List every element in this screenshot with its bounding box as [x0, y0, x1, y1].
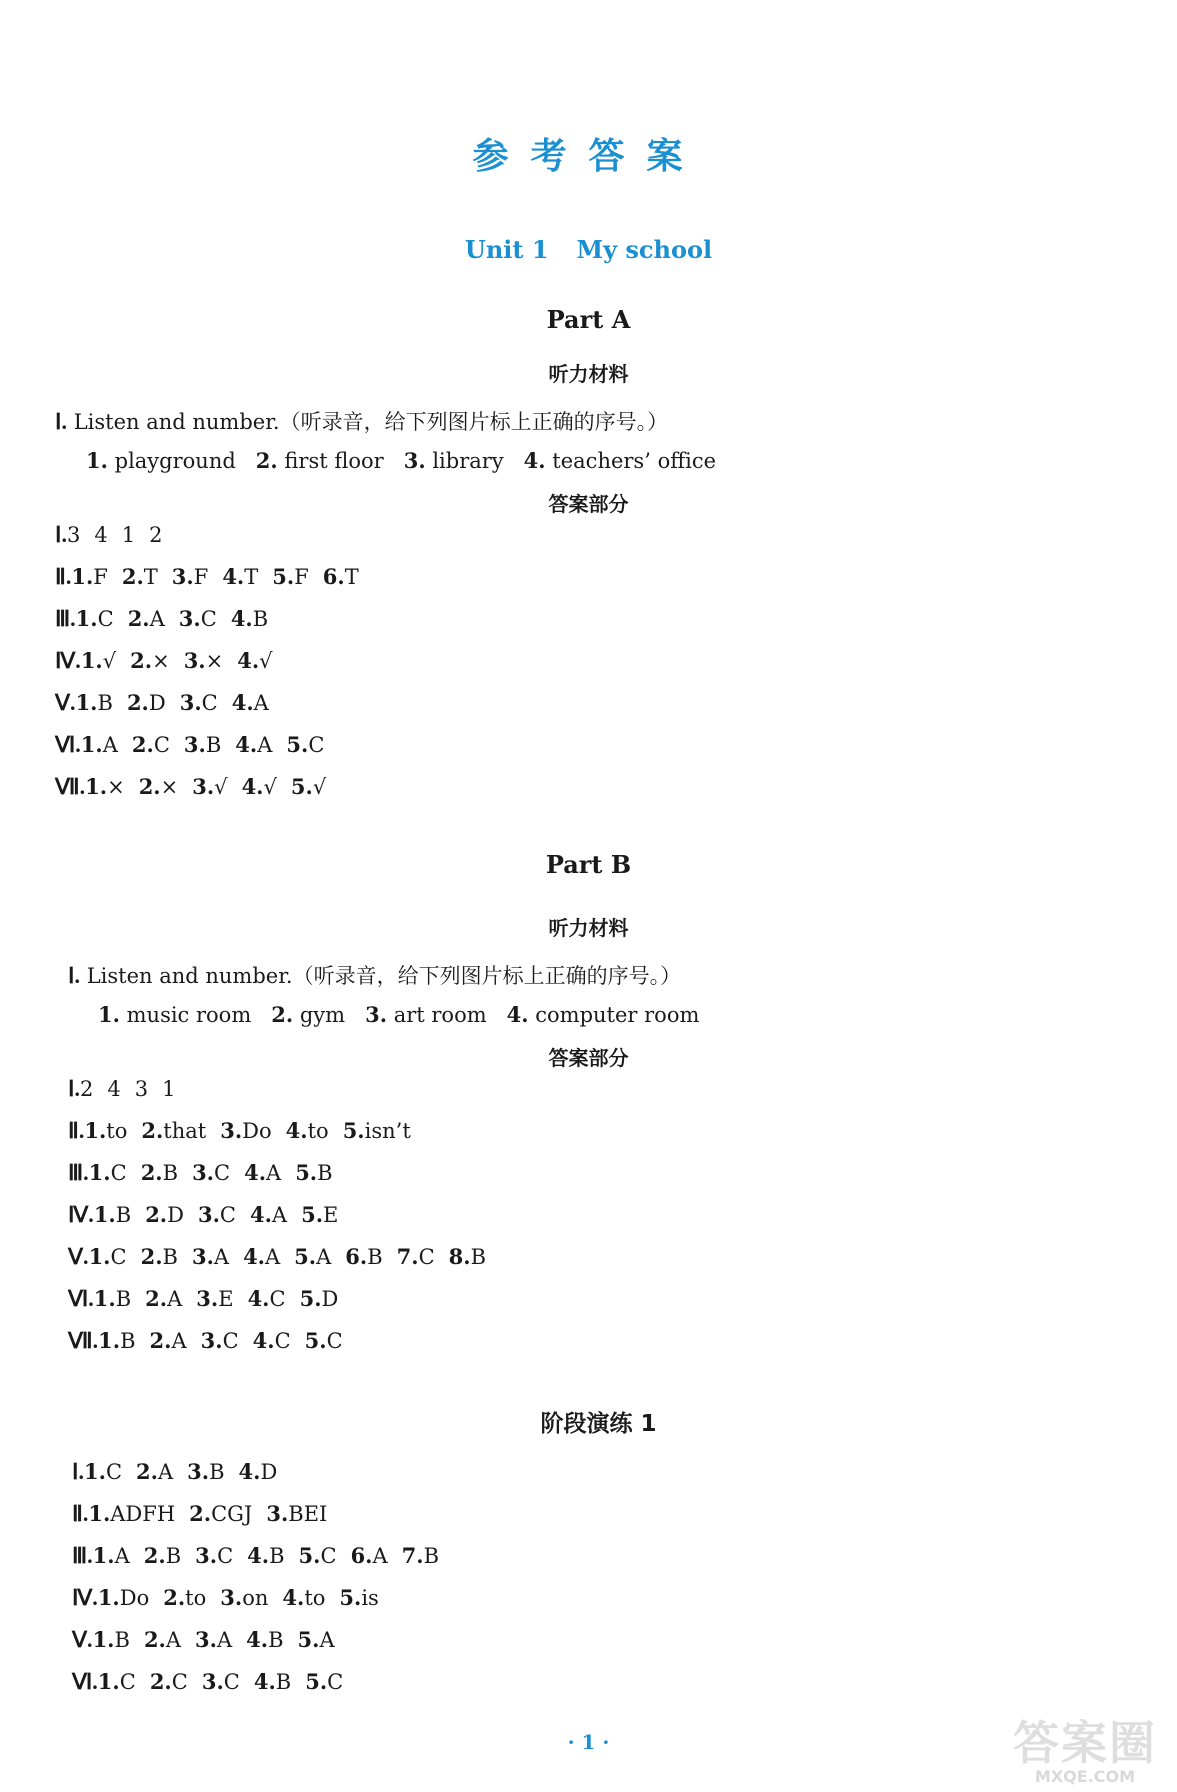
answer-item: 1.ADFH [88, 1501, 176, 1526]
answer-item: 3.E [196, 1286, 234, 1311]
answer-row: Ⅱ.1.F 2.T 3.F 4.T 5.F 6.T [55, 564, 359, 589]
part-a-material-label: 听力材料 [548, 362, 629, 386]
unit-title [0, 235, 1177, 264]
answer-item: 5.B [295, 1160, 333, 1185]
answer-item: 1.B [75, 690, 113, 715]
answer-row: Ⅶ.1.B 2.A 3.C 4.C 5.C [68, 1328, 343, 1353]
answer-row: Ⅴ.1.C 2.B 3.A 4.A 5.A 6.B 7.C 8.B [68, 1244, 487, 1269]
answer-item: 1.C [84, 1459, 123, 1484]
part-b-item-list [98, 1002, 699, 1027]
answer-item: 1.B [92, 1627, 130, 1652]
stage-heading: 阶段演练 1 [540, 1411, 657, 1437]
answer-item: 2.A [127, 606, 165, 631]
answer-item: 5.C [298, 1543, 337, 1568]
answer-item: 6.B [345, 1244, 383, 1269]
answer-item: 3.on [220, 1585, 269, 1610]
answer-item: 3.× [183, 648, 224, 673]
answer-item: 5.D [299, 1286, 339, 1311]
answer-item: 5.isn’t [342, 1118, 411, 1143]
answer-item: 3.B [187, 1459, 225, 1484]
answer-item: 5.C [305, 1669, 344, 1694]
answer-item: 3.C [179, 690, 218, 715]
answer-item: 4.B [247, 1543, 285, 1568]
answer-item: 1.× [85, 774, 125, 799]
answer-item: 3.B [183, 732, 222, 757]
answer-item: 4.B [253, 1669, 292, 1694]
answer-row: Ⅱ.1.to 2.that 3.Do 4.to 5.isn’t [68, 1118, 411, 1143]
listening-item: 3. library [403, 448, 504, 473]
answer-item: 1.C [75, 606, 114, 631]
part-a-heading: Part A [546, 305, 631, 334]
part-a-item-list [86, 448, 716, 473]
answer-item: 1.C [88, 1244, 127, 1269]
answer-row: Ⅳ.1.√ 2.× 3.× 4.√ [55, 648, 273, 673]
answer-item: 1.to [84, 1118, 128, 1143]
answer-row: Ⅵ.1.B 2.A 3.E 4.C 5.D [68, 1286, 339, 1311]
answer-item: 3.C [197, 1202, 236, 1227]
answer-item: 5.C [286, 732, 325, 757]
answer-item: 1.C [97, 1669, 136, 1694]
part-a-answer-label: 答案部分 [548, 492, 629, 516]
answer-item: 5.E [301, 1202, 339, 1227]
listening-item: 1. playground [86, 448, 236, 473]
answer-item: 3.BEI [266, 1501, 328, 1526]
answer-item: 4.to [285, 1118, 329, 1143]
answer-item: 8.B [448, 1244, 487, 1269]
answer-item: 4.A [243, 1244, 281, 1269]
listening-item: 4. teachers’ office [523, 448, 717, 473]
answer-item: 7.C [396, 1244, 435, 1269]
answer-item: 3.A [195, 1627, 233, 1652]
answer-row: Ⅰ.1.C 2.A 3.B 4.D [72, 1459, 278, 1484]
answer-item: 2.A [145, 1286, 183, 1311]
answer-item: 1.A [80, 732, 118, 757]
answer-item: 4.√ [241, 774, 277, 799]
answer-item: 4.A [244, 1160, 282, 1185]
answer-item: 2.A [149, 1328, 187, 1353]
answer-item: 4.to [282, 1585, 326, 1610]
answer-item: 2.D [145, 1202, 184, 1227]
answer-item: 3.A [191, 1244, 230, 1269]
answer-item: 2.to [163, 1585, 207, 1610]
answer-item: 2.B [143, 1543, 182, 1568]
listening-item: 1. music room [98, 1002, 252, 1027]
answer-item: 4.D [238, 1459, 278, 1484]
answer-item: 3.F [171, 564, 209, 589]
unit-name: My school [576, 235, 713, 264]
answer-item: 2 [149, 523, 163, 547]
watermark: 答案圈 MXQE.COM [1013, 1716, 1157, 1786]
answer-item: 1 [121, 523, 136, 547]
answer-item: 3.√ [192, 774, 228, 799]
answer-row: Ⅱ.1.ADFH 2.CGJ 3.BEI [72, 1501, 328, 1526]
answer-item: 3 [134, 1077, 149, 1101]
answer-item: 6.T [322, 564, 359, 589]
answer-item: 1.A [92, 1543, 130, 1568]
answer-row: Ⅴ.1.B 2.A 3.A 4.B 5.A [72, 1627, 335, 1652]
answer-item: 3.C [200, 1328, 239, 1353]
listening-item: 4. computer room [506, 1002, 700, 1027]
answer-row: Ⅲ.1.C 2.A 3.C 4.B [55, 606, 269, 631]
listening-item: 3. art room [365, 1002, 487, 1027]
answer-item: 2.A [143, 1627, 182, 1652]
answer-item: 7.B [401, 1543, 440, 1568]
answer-item: 5.is [339, 1585, 379, 1610]
listening-item: 2. first floor [255, 448, 384, 473]
part-a-instruction: Ⅰ. Listen and number.（听录音，给下列图片标上正确的序号。） [55, 409, 669, 434]
answer-item: 3.C [178, 606, 217, 631]
answer-item: 2.C [149, 1669, 188, 1694]
answer-item: 2.× [130, 648, 170, 673]
answer-row: Ⅳ.1.B 2.D 3.C 4.A 5.E [68, 1202, 339, 1227]
listening-item: 2. gym [271, 1002, 346, 1027]
answer-item: 1.F [71, 564, 108, 589]
answer-item: 1.C [88, 1160, 127, 1185]
unit-label: Unit 1 [464, 235, 549, 264]
answer-item: 3.Do [220, 1118, 272, 1143]
answer-item: 2.D [126, 690, 166, 715]
answer-item: 4.A [249, 1202, 288, 1227]
part-b-instruction: Ⅰ. Listen and number.（听录音，给下列图片标上正确的序号。） [68, 963, 682, 988]
answer-row: Ⅵ.1.A 2.C 3.B 4.A 5.C [55, 732, 325, 757]
answer-item: 6.A [350, 1543, 388, 1568]
answer-item: 2.A [136, 1459, 174, 1484]
answer-row: Ⅲ.1.A 2.B 3.C 4.B 5.C 6.A 7.B [72, 1543, 440, 1568]
page-number: · 1 · [567, 1730, 610, 1754]
part-b-heading: Part B [545, 850, 632, 879]
answer-item: 4 [107, 1077, 121, 1101]
answer-item: 2.B [140, 1160, 179, 1185]
part-b-material-label: 听力材料 [548, 916, 629, 940]
answer-item: 4 [94, 523, 108, 547]
answer-item: 2.T [121, 564, 158, 589]
answer-row: Ⅴ.1.B 2.D 3.C 4.A [55, 690, 269, 715]
answer-item: 5.√ [290, 774, 327, 799]
answer-item: 1 [162, 1077, 176, 1101]
answer-row: Ⅳ.1.Do 2.to 3.on 4.to 5.is [72, 1585, 379, 1610]
page-title: 参考答案 [472, 136, 705, 177]
answer-item: 1.Do [97, 1585, 150, 1610]
answer-item: 5.A [297, 1627, 335, 1652]
answer-row: Ⅲ.1.C 2.B 3.C 4.A 5.B [68, 1160, 333, 1185]
answer-item: 1.√ [80, 648, 117, 673]
answer-row: Ⅵ.1.C 2.C 3.C 4.B 5.C [72, 1669, 344, 1694]
answer-item: 4.√ [237, 648, 273, 673]
answer-item: 1.B [93, 1202, 132, 1227]
part-b-answer-label: 答案部分 [548, 1046, 629, 1070]
answer-item: 4.B [246, 1627, 284, 1652]
answer-item: 3.C [192, 1160, 231, 1185]
answer-item: 4.T [222, 564, 259, 589]
answer-item: 5.C [304, 1328, 343, 1353]
answer-item: 2.B [140, 1244, 178, 1269]
answer-item: 4.B [230, 606, 269, 631]
answer-item: 5.A [294, 1244, 332, 1269]
answer-item: 4.A [231, 690, 269, 715]
answer-item: 3.C [201, 1669, 240, 1694]
answer-item: 2 [80, 1077, 94, 1101]
answer-row: Ⅶ.1.× 2.× 3.√ 4.√ 5.√ [55, 774, 327, 799]
answer-item: 2.C [131, 732, 170, 757]
answer-item: 4.A [235, 732, 273, 757]
answer-item: 2.× [138, 774, 179, 799]
answer-item: 1.B [93, 1286, 132, 1311]
answer-row: Ⅰ.3 4 1 2 [55, 522, 163, 547]
answer-item: 3 [67, 523, 81, 547]
answer-item: 2.CGJ [189, 1501, 253, 1526]
answer-item: 4.C [247, 1286, 286, 1311]
answer-row: Ⅰ.2 4 3 1 [68, 1076, 176, 1101]
answer-item: 5.F [272, 564, 309, 589]
answer-item: 4.C [252, 1328, 291, 1353]
answer-item: 2.that [141, 1118, 207, 1143]
answer-item: 3.C [195, 1543, 234, 1568]
answer-item: 1.B [98, 1328, 136, 1353]
